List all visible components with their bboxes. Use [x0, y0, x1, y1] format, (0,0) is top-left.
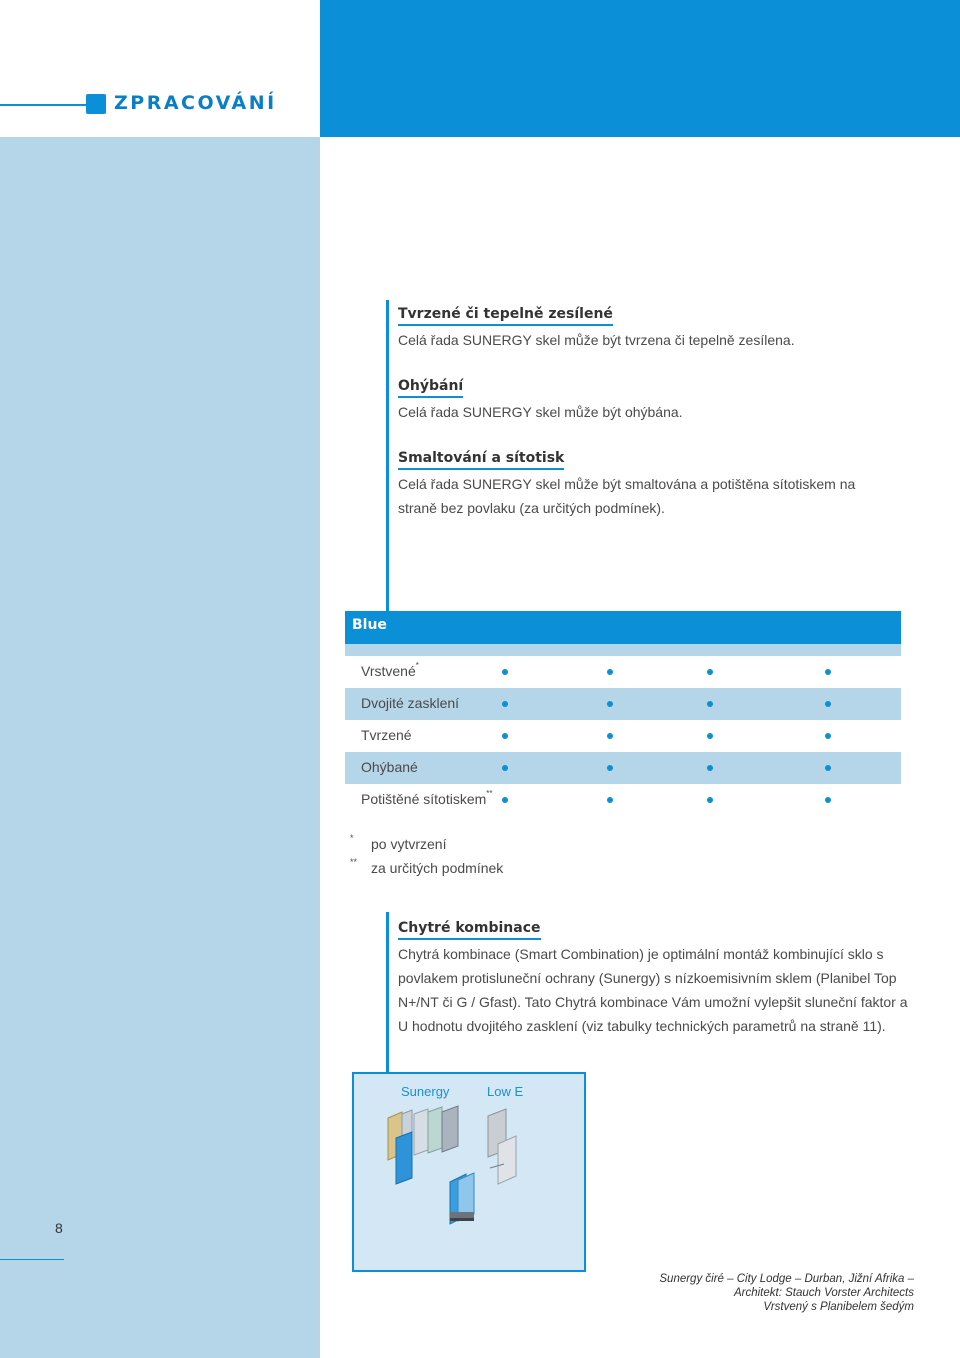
- glass-diagram: [352, 1072, 586, 1272]
- page-number-rule: [0, 1259, 64, 1260]
- row-footnote-mark: *: [415, 661, 419, 670]
- availability-dot: [502, 669, 508, 675]
- section-smart-combination: [398, 917, 908, 1038]
- diagram-label-low-e: Low E: [487, 1084, 524, 1099]
- availability-dot: [607, 797, 613, 803]
- row-label: Ohýbané: [361, 759, 418, 775]
- table-header-label: Blue: [352, 617, 387, 633]
- section-body: Celá řada SUNERGY skel může být smaltována a potištěna sítotiskem na straně bez povlaku (za určitých podmínek).: [398, 476, 856, 516]
- header-square-icon: [86, 94, 106, 114]
- section-body: Chytrá kombinace (Smart Combination) je optimální montáž kombinující sklo s povlakem protisluneční ochrany (Sunergy) s nízkoemisivním sklem (Planibel Top N+/NT či G / Gfast). Tato Chytrá kombinace Vám umožní vylepšit sluneční faktor a U hodnotu dvojitého zasklení (viz tabulky technických parametrů na straně 11).: [398, 946, 908, 1034]
- availability-dot: [825, 669, 831, 675]
- availability-dot: [707, 733, 713, 739]
- table-row: [345, 720, 901, 752]
- table-row: [345, 688, 901, 720]
- left-panel: [0, 0, 320, 1358]
- footnote-text: po vytvrzení: [371, 836, 447, 852]
- table-row: [345, 752, 901, 784]
- availability-dot: [825, 701, 831, 707]
- top-blue-band: [320, 0, 960, 137]
- footnote-mark: *: [350, 833, 354, 843]
- section-body: Celá řada SUNERGY skel může být tvrzena či tepelně zesílena.: [398, 332, 795, 348]
- availability-dot: [502, 701, 508, 707]
- availability-dot: [707, 701, 713, 707]
- caption-line: Sunergy čiré – City Lodge – Durban, Jižní Afrika –: [659, 1273, 914, 1285]
- row-label: Potištěné sítotiskem**: [361, 789, 493, 807]
- section-title: Tvrzené či tepelně zesílené: [398, 306, 613, 326]
- availability-dot: [707, 765, 713, 771]
- availability-dot: [502, 797, 508, 803]
- footnote-mark: **: [350, 857, 358, 867]
- section-bending: [398, 375, 918, 424]
- availability-dot: [607, 701, 613, 707]
- page-number: 8: [55, 1220, 63, 1236]
- availability-dot: [607, 669, 613, 675]
- section-body: Celá řada SUNERGY skel může být ohýbána.: [398, 404, 683, 420]
- section-title: Chytré kombinace: [398, 920, 541, 940]
- row-label: Dvojité zasklení: [361, 695, 460, 711]
- table-header: [345, 611, 901, 644]
- section-title: Smaltování a sítotisk: [398, 450, 564, 470]
- availability-dot: [502, 765, 508, 771]
- availability-dot: [707, 669, 713, 675]
- row-footnote-mark: **: [486, 789, 493, 798]
- availability-dot: [607, 733, 613, 739]
- diagram-label-sunergy: Sunergy: [401, 1084, 450, 1099]
- table-row: [345, 656, 901, 688]
- header-rule: [0, 104, 86, 106]
- table-row: [345, 784, 901, 816]
- availability-dot: [502, 733, 508, 739]
- section-tempered: [398, 303, 918, 352]
- availability-dot: [707, 797, 713, 803]
- caption-line: Vrstvený s Planibelem šedým: [763, 1301, 914, 1313]
- availability-dot: [825, 797, 831, 803]
- availability-dot: [825, 765, 831, 771]
- glass-panes-illustration: [354, 1074, 584, 1270]
- footnote-text: za určitých podmínek: [371, 860, 504, 876]
- combo-vertical-line: [386, 912, 389, 1072]
- page-title: ZPRACOVÁNÍ: [114, 92, 277, 114]
- section-title: Ohýbání: [398, 378, 463, 398]
- availability-dot: [825, 733, 831, 739]
- row-label: Tvrzené: [361, 727, 412, 743]
- caption-line: Architekt: Stauch Vorster Architects: [733, 1287, 914, 1299]
- availability-dot: [607, 765, 613, 771]
- left-header-area: [0, 0, 320, 137]
- photo-caption: [659, 1272, 914, 1314]
- table-separator: [345, 644, 901, 656]
- section-enamel: [398, 447, 898, 520]
- section-vertical-line: [386, 300, 389, 612]
- row-label: Vrstvené*: [361, 661, 419, 679]
